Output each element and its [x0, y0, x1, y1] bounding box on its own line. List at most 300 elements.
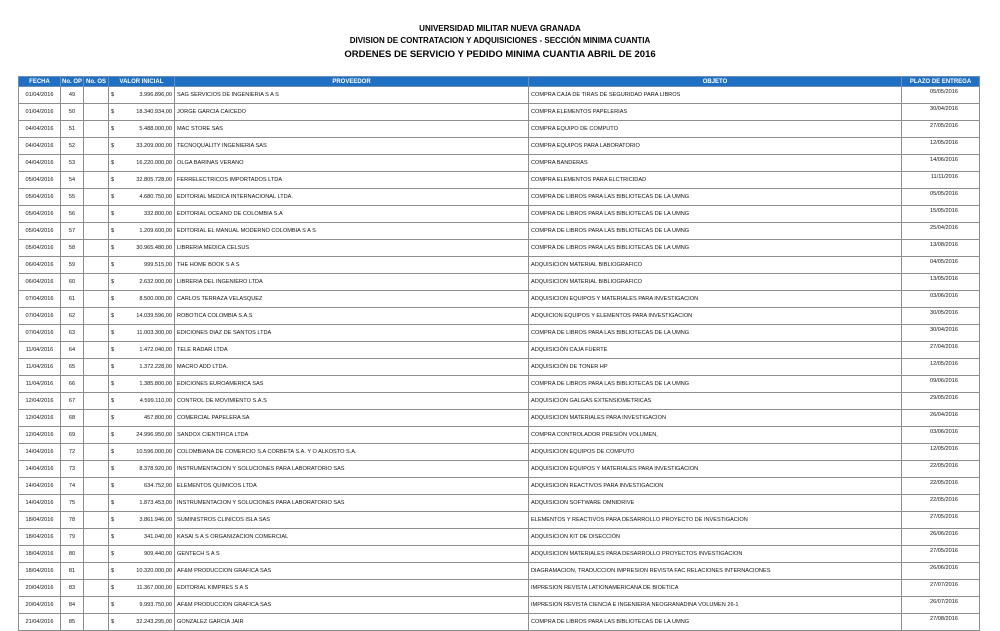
cell-valor	[109, 291, 175, 308]
valor-amount: 1.385.800,00	[139, 381, 172, 387]
cell-plazo: 27/07/2016	[902, 580, 980, 597]
cell-os	[84, 172, 109, 189]
cell-fecha: 01/04/2016	[19, 104, 61, 121]
currency-symbol: $	[111, 160, 115, 166]
cell-op: 53	[61, 155, 84, 172]
cell-os	[84, 359, 109, 376]
currency-symbol: $	[111, 109, 115, 115]
cell-op: 79	[61, 529, 84, 546]
table-row	[19, 189, 980, 206]
valor-amount: 33.209.000,00	[136, 143, 172, 149]
cell-os	[84, 427, 109, 444]
cell-plazo: 25/04/2016	[902, 223, 980, 240]
cell-objeto: COMPRA CAJA DE TIRAS DE SEGURIDAD PARA LIBROS	[529, 87, 902, 104]
cell-valor	[109, 189, 175, 206]
cell-plazo: 09/06/2016	[902, 376, 980, 393]
cell-proveedor: EDICIONES DIAZ DE SANTOS LTDA	[175, 325, 529, 342]
cell-plazo: 30/05/2016	[902, 308, 980, 325]
cell-os	[84, 104, 109, 121]
table-row	[19, 359, 980, 376]
cell-proveedor: MAC STORE SAS	[175, 121, 529, 138]
table-body	[19, 87, 980, 631]
cell-os	[84, 342, 109, 359]
currency-symbol: $	[111, 143, 115, 149]
currency-symbol: $	[111, 381, 115, 387]
cell-valor	[109, 138, 175, 155]
cell-op: 85	[61, 614, 84, 631]
cell-os	[84, 274, 109, 291]
cell-proveedor: THE HOME BOOK S A S	[175, 257, 529, 274]
division-title: DIVISION DE CONTRATACION Y ADQUISICIONES - SECCIÓN MINIMA CUANTIA	[349, 36, 651, 45]
valor-amount: 11.003.300,00	[136, 330, 172, 336]
cell-op: 83	[61, 580, 84, 597]
cell-proveedor: GENTECH S A S	[175, 546, 529, 563]
cell-os	[84, 393, 109, 410]
currency-symbol: $	[111, 432, 115, 438]
cell-valor	[109, 206, 175, 223]
cell-op: 65	[61, 359, 84, 376]
cell-op: 51	[61, 121, 84, 138]
cell-plazo: 13/05/2016	[902, 274, 980, 291]
cell-fecha: 14/04/2016	[19, 444, 61, 461]
cell-op: 80	[61, 546, 84, 563]
valor-amount: 30.965.480,00	[136, 245, 172, 251]
cell-plazo: 11/11/2016	[902, 172, 980, 189]
cell-fecha: 14/04/2016	[19, 461, 61, 478]
cell-objeto: ADQUISICION MATERIALES PARA DESARROLLO PROYECTOS INVESTIGACION	[529, 546, 902, 563]
table-row	[19, 342, 980, 359]
cell-op: 73	[61, 461, 84, 478]
cell-plazo: 22/05/2016	[902, 461, 980, 478]
cell-os	[84, 546, 109, 563]
cell-fecha: 11/04/2016	[19, 376, 61, 393]
currency-symbol: $	[111, 415, 115, 421]
cell-fecha: 18/04/2016	[19, 563, 61, 580]
cell-objeto: COMPRA ELEMENTOS PAPELERIAS	[529, 104, 902, 121]
cell-proveedor: COLOMBIANA DE COMERCIO S.A CORBETA S.A. Y O ALKOSTO S.A.	[175, 444, 529, 461]
cell-valor	[109, 325, 175, 342]
table-row	[19, 87, 980, 104]
cell-plazo: 30/04/2016	[902, 325, 980, 342]
cell-objeto: COMPRA BANDERAS	[529, 155, 902, 172]
cell-objeto: ADQUISICION REACTIVOS PARA INVESTIGACION	[529, 478, 902, 495]
cell-os	[84, 223, 109, 240]
cell-valor	[109, 393, 175, 410]
cell-os	[84, 206, 109, 223]
currency-symbol: $	[111, 126, 115, 132]
cell-objeto: COMPRA ELEMENTOS PARA ELCTRICIDAD	[529, 172, 902, 189]
report-title: ORDENES DE SERVICIO Y PEDIDO MINIMA CUANTIA ABRIL DE 2016	[344, 49, 656, 60]
table-row	[19, 393, 980, 410]
cell-fecha: 12/04/2016	[19, 393, 61, 410]
cell-op: 49	[61, 87, 84, 104]
cell-objeto: COMPRA DE LIBROS PARA LAS BIBLIOTECAS DE LA UMNG	[529, 240, 902, 257]
cell-objeto: COMPRA EQUIPO DE COMPUTO	[529, 121, 902, 138]
cell-objeto: COMPRA EQUIPOS PARA LABORATORIO	[529, 138, 902, 155]
table-row	[19, 172, 980, 189]
cell-proveedor: INSTRUMENTACION Y SOLUCIONES PARA LABORATORIO SAS	[175, 461, 529, 478]
currency-symbol: $	[111, 585, 115, 591]
cell-objeto: ADQUISICION GALGAS EXTENSIOMETRICAS	[529, 393, 902, 410]
cell-op: 60	[61, 274, 84, 291]
cell-objeto: ADQUISICION EQUIPOS DE COMPUTO	[529, 444, 902, 461]
cell-proveedor: INSTRUMENTACION Y SOLUCIONES PARA LABORATORIO SAS	[175, 495, 529, 512]
cell-fecha: 06/04/2016	[19, 274, 61, 291]
currency-symbol: $	[111, 313, 115, 319]
cell-plazo: 05/05/2016	[902, 87, 980, 104]
table-row	[19, 274, 980, 291]
table-row	[19, 614, 980, 631]
cell-objeto: ADQUISICION KIT DE DISECCIÓN	[529, 529, 902, 546]
cell-valor	[109, 359, 175, 376]
table-row	[19, 376, 980, 393]
cell-op: 78	[61, 512, 84, 529]
cell-op: 58	[61, 240, 84, 257]
cell-os	[84, 155, 109, 172]
cell-op: 59	[61, 257, 84, 274]
cell-os	[84, 121, 109, 138]
cell-proveedor: KASAI S A S ORGANIZACION COMERCIAL	[175, 529, 529, 546]
cell-op: 68	[61, 410, 84, 427]
cell-os	[84, 512, 109, 529]
cell-proveedor: LIBRERIA MEDICA CELSUS	[175, 240, 529, 257]
table-row	[19, 478, 980, 495]
cell-plazo: 26/04/2016	[902, 410, 980, 427]
cell-plazo: 27/05/2016	[902, 512, 980, 529]
cell-fecha: 11/04/2016	[19, 359, 61, 376]
currency-symbol: $	[111, 262, 115, 268]
cell-valor	[109, 495, 175, 512]
cell-objeto: COMPRA DE LIBROS PARA LAS BIBLIOTECAS DE LA UMNG	[529, 223, 902, 240]
currency-symbol: $	[111, 279, 115, 285]
table-row	[19, 580, 980, 597]
cell-os	[84, 580, 109, 597]
cell-proveedor: TECNOQUALITY INGENIERIA SAS	[175, 138, 529, 155]
cell-proveedor: SAG SERVICIOS DE INGENIERIA S A S	[175, 87, 529, 104]
table-row	[19, 427, 980, 444]
col-header-valor: VALOR INICIAL	[109, 77, 175, 87]
table-row	[19, 240, 980, 257]
cell-fecha: 05/04/2016	[19, 189, 61, 206]
cell-proveedor: CONTROL DE MOVIMIENTO S.A.S	[175, 393, 529, 410]
orders-table	[18, 76, 980, 631]
currency-symbol: $	[111, 449, 115, 455]
cell-objeto: COMPRA DE LIBROS PARA LAS BIBLIOTECAS DE LA UMNG	[529, 376, 902, 393]
table-row	[19, 206, 980, 223]
cell-proveedor: OLGA BARINAS VERANO	[175, 155, 529, 172]
cell-proveedor: SUMINISTROS CLINICOS ISLA SAS	[175, 512, 529, 529]
currency-symbol: $	[111, 228, 115, 234]
cell-objeto: COMPRA CONTROLADOR PRESIÓN VOLUMEN,	[529, 427, 902, 444]
valor-amount: 1.472.040,00	[139, 347, 172, 353]
valor-amount: 14.039.596,00	[136, 313, 172, 319]
cell-objeto: ADQUISICION MATERIAL BIBLIOGRAFICO	[529, 257, 902, 274]
cell-os	[84, 614, 109, 631]
currency-symbol: $	[111, 500, 115, 506]
cell-os	[84, 240, 109, 257]
cell-os	[84, 461, 109, 478]
col-header-fecha: FECHA	[19, 77, 61, 87]
cell-op: 67	[61, 393, 84, 410]
cell-os	[84, 308, 109, 325]
cell-op: 56	[61, 206, 84, 223]
university-title: UNIVERSIDAD MILITAR NUEVA GRANADA	[419, 24, 581, 33]
valor-amount: 10.320.000,00	[136, 568, 172, 574]
cell-fecha: 21/04/2016	[19, 614, 61, 631]
cell-valor	[109, 223, 175, 240]
currency-symbol: $	[111, 398, 115, 404]
cell-valor	[109, 87, 175, 104]
cell-os	[84, 291, 109, 308]
valor-amount: 1.209.600,00	[139, 228, 172, 234]
cell-op: 55	[61, 189, 84, 206]
table-row	[19, 495, 980, 512]
cell-fecha: 12/04/2016	[19, 410, 61, 427]
valor-amount: 8.500.000,00	[139, 296, 172, 302]
cell-proveedor: EDITORIAL KIMPRES S A S	[175, 580, 529, 597]
cell-op: 66	[61, 376, 84, 393]
cell-fecha: 04/04/2016	[19, 155, 61, 172]
cell-proveedor: LIBRERIA DEL INGENIERO LTDA	[175, 274, 529, 291]
cell-proveedor: EDICIONES EUROAMERICA SAS	[175, 376, 529, 393]
cell-valor	[109, 274, 175, 291]
cell-fecha: 05/04/2016	[19, 172, 61, 189]
cell-valor	[109, 478, 175, 495]
cell-os	[84, 563, 109, 580]
table-row	[19, 308, 980, 325]
cell-valor	[109, 240, 175, 257]
cell-proveedor: TELE RADAR LTDA	[175, 342, 529, 359]
cell-objeto: COMPRA DE LIBROS PARA LAS BIBLIOTECAS DE LA UMNG	[529, 189, 902, 206]
cell-op: 81	[61, 563, 84, 580]
cell-os	[84, 444, 109, 461]
cell-plazo: 29/05/2016	[902, 393, 980, 410]
valor-amount: 4.599.110,00	[139, 398, 172, 404]
cell-objeto: ADQUISICIÓN CAJA FUERTE	[529, 342, 902, 359]
currency-symbol: $	[111, 602, 115, 608]
currency-symbol: $	[111, 296, 115, 302]
cell-valor	[109, 563, 175, 580]
cell-op: 52	[61, 138, 84, 155]
valor-amount: 24.996.950,00	[136, 432, 172, 438]
table-row	[19, 325, 980, 342]
cell-fecha: 12/04/2016	[19, 427, 61, 444]
cell-op: 54	[61, 172, 84, 189]
cell-os	[84, 87, 109, 104]
cell-objeto: ADQUICION EQUIPOS Y ELEMENTOS PARA INVESTIGACION	[529, 308, 902, 325]
valor-amount: 8.378.920,00	[139, 466, 172, 472]
cell-objeto: ADQUISICION EQUIPOS Y MATERIALES PARA INVESTIGACION	[529, 461, 902, 478]
cell-op: 63	[61, 325, 84, 342]
cell-op: 61	[61, 291, 84, 308]
col-header-os: No. OS	[84, 77, 109, 87]
cell-op: 75	[61, 495, 84, 512]
currency-symbol: $	[111, 568, 115, 574]
cell-plazo: 03/06/2016	[902, 427, 980, 444]
valor-amount: 11.367.000,00	[136, 585, 172, 591]
cell-plazo: 22/05/2016	[902, 495, 980, 512]
currency-symbol: $	[111, 517, 115, 523]
currency-symbol: $	[111, 177, 115, 183]
cell-op: 50	[61, 104, 84, 121]
table-row	[19, 546, 980, 563]
cell-valor	[109, 461, 175, 478]
cell-fecha: 11/04/2016	[19, 342, 61, 359]
cell-plazo: 04/05/2016	[902, 257, 980, 274]
cell-fecha: 04/04/2016	[19, 138, 61, 155]
cell-plazo: 12/05/2016	[902, 359, 980, 376]
cell-os	[84, 189, 109, 206]
table-row	[19, 223, 980, 240]
cell-plazo: 05/05/2016	[902, 189, 980, 206]
currency-symbol: $	[111, 347, 115, 353]
cell-plazo: 27/04/2016	[902, 342, 980, 359]
currency-symbol: $	[111, 483, 115, 489]
cell-proveedor: JORGE GARCIA CAICEDO	[175, 104, 529, 121]
valor-amount: 3.996.896,00	[139, 92, 172, 98]
currency-symbol: $	[111, 194, 115, 200]
currency-symbol: $	[111, 364, 115, 370]
valor-amount: 2.632.000,00	[139, 279, 172, 285]
cell-os	[84, 410, 109, 427]
cell-fecha: 18/04/2016	[19, 546, 61, 563]
currency-symbol: $	[111, 92, 115, 98]
cell-proveedor: GONZALEZ GARCIA JAIR	[175, 614, 529, 631]
cell-os	[84, 325, 109, 342]
valor-amount: 10.596.000,00	[136, 449, 172, 455]
cell-proveedor: EDITORIAL OCEANO DE COLOMBIA S.A	[175, 206, 529, 223]
cell-plazo: 26/07/2016	[902, 597, 980, 614]
cell-plazo: 30/04/2016	[902, 104, 980, 121]
table-row	[19, 597, 980, 614]
cell-objeto: COMPRA DE LIBROS PARA LAS BIBLIOTECAS DE LA UMNG	[529, 206, 902, 223]
cell-proveedor: ROBOTICA COLOMBIA S.A.S	[175, 308, 529, 325]
cell-proveedor: SANDOX CIENTIFICA LTDA	[175, 427, 529, 444]
cell-os	[84, 495, 109, 512]
cell-plazo: 03/06/2016	[902, 291, 980, 308]
valor-amount: 5.488.000,00	[139, 126, 172, 132]
valor-amount: 634.752,00	[144, 483, 172, 489]
cell-plazo: 14/06/2016	[902, 155, 980, 172]
cell-plazo: 12/05/2016	[902, 444, 980, 461]
cell-plazo: 27/05/2016	[902, 121, 980, 138]
table-row	[19, 563, 980, 580]
cell-objeto: IMPRESION REVISTA LATIONAMERICANA DE BIOETICA	[529, 580, 902, 597]
currency-symbol: $	[111, 466, 115, 472]
table-header-row	[19, 77, 980, 87]
cell-valor	[109, 529, 175, 546]
cell-proveedor: COMERCIAL PAPELERA SA	[175, 410, 529, 427]
cell-plazo: 26/06/2016	[902, 563, 980, 580]
cell-fecha: 20/04/2016	[19, 597, 61, 614]
valor-amount: 4.680.750,00	[139, 194, 172, 200]
cell-valor	[109, 410, 175, 427]
cell-proveedor: AF&M PRODUCCION GRAFICA SAS	[175, 563, 529, 580]
col-header-proveedor: PROVEEDOR	[175, 77, 529, 87]
table-row	[19, 104, 980, 121]
valor-amount: 1.873.453,00	[139, 500, 172, 506]
cell-plazo: 15/05/2016	[902, 206, 980, 223]
cell-fecha: 01/04/2016	[19, 87, 61, 104]
currency-symbol: $	[111, 534, 115, 540]
cell-valor	[109, 614, 175, 631]
cell-plazo: 13/08/2016	[902, 240, 980, 257]
cell-valor	[109, 580, 175, 597]
cell-plazo: 12/05/2016	[902, 138, 980, 155]
col-header-plazo: PLAZO DE ENTREGA	[902, 77, 980, 87]
cell-valor	[109, 342, 175, 359]
cell-valor	[109, 257, 175, 274]
cell-valor	[109, 444, 175, 461]
cell-os	[84, 478, 109, 495]
cell-valor	[109, 546, 175, 563]
cell-objeto: ELEMENTOS Y REACTIVOS PARA DESARROLLO PROYECTO DE INVESTIGACION	[529, 512, 902, 529]
cell-valor	[109, 308, 175, 325]
cell-objeto: COMPRA DE LIBROS PARA LAS BIBLIOTECAS DE LA UMNG	[529, 325, 902, 342]
cell-op: 62	[61, 308, 84, 325]
valor-amount: 32.243.295,00	[136, 619, 172, 625]
table-row	[19, 444, 980, 461]
valor-amount: 341.040,00	[144, 534, 172, 540]
table-row	[19, 155, 980, 172]
cell-proveedor: ELEMENTOS QUIMICOS LTDA	[175, 478, 529, 495]
cell-plazo: 26/06/2016	[902, 529, 980, 546]
table-row	[19, 461, 980, 478]
cell-fecha: 20/04/2016	[19, 580, 61, 597]
cell-proveedor: CARLOS TERRAZA VELASQUEZ	[175, 291, 529, 308]
valor-amount: 32.805.728,00	[136, 177, 172, 183]
cell-objeto: ADQUISICION SOFTWARE OMNIDRIVE	[529, 495, 902, 512]
cell-op: 74	[61, 478, 84, 495]
cell-objeto: ADQUISICION EQUIPOS Y MATERIALES PARA INVESTIGACION	[529, 291, 902, 308]
cell-valor	[109, 376, 175, 393]
currency-symbol: $	[111, 551, 115, 557]
cell-objeto: ADQUISICIÓN DE TONER HP	[529, 359, 902, 376]
cell-os	[84, 376, 109, 393]
cell-op: 72	[61, 444, 84, 461]
cell-valor	[109, 427, 175, 444]
valor-amount: 999.515,00	[144, 262, 172, 268]
cell-objeto: COMPRA DE LIBROS PARA LAS BIBLIOTECAS DE LA UMNG	[529, 614, 902, 631]
valor-amount: 9.993.750,00	[139, 602, 172, 608]
cell-valor	[109, 512, 175, 529]
cell-proveedor: MACRO ADD LTDA.	[175, 359, 529, 376]
cell-op: 69	[61, 427, 84, 444]
table-row	[19, 512, 980, 529]
cell-valor	[109, 172, 175, 189]
cell-os	[84, 529, 109, 546]
currency-symbol: $	[111, 211, 115, 217]
cell-valor	[109, 155, 175, 172]
valor-amount: 332.800,00	[144, 211, 172, 217]
cell-fecha: 05/04/2016	[19, 206, 61, 223]
cell-fecha: 07/04/2016	[19, 291, 61, 308]
valor-amount: 16.220.000,00	[136, 160, 172, 166]
col-header-op: No. OP	[61, 78, 82, 85]
cell-proveedor: EDITORIAL EL MANUAL MODERNO COLOMBIA S A S	[175, 223, 529, 240]
cell-fecha: 05/04/2016	[19, 223, 61, 240]
valor-amount: 457.800,00	[144, 415, 172, 421]
cell-plazo: 27/08/2016	[902, 614, 980, 631]
cell-plazo: 22/05/2016	[902, 478, 980, 495]
cell-plazo: 27/05/2016	[902, 546, 980, 563]
cell-objeto: IMPRESION REVISTA CIENCIA E INGENIERIA NEOGRANADINA VOLUMEN 26-1	[529, 597, 902, 614]
valor-amount: 909.440,00	[144, 551, 172, 557]
cell-os	[84, 257, 109, 274]
cell-valor	[109, 597, 175, 614]
table-row	[19, 257, 980, 274]
cell-fecha: 05/04/2016	[19, 240, 61, 257]
